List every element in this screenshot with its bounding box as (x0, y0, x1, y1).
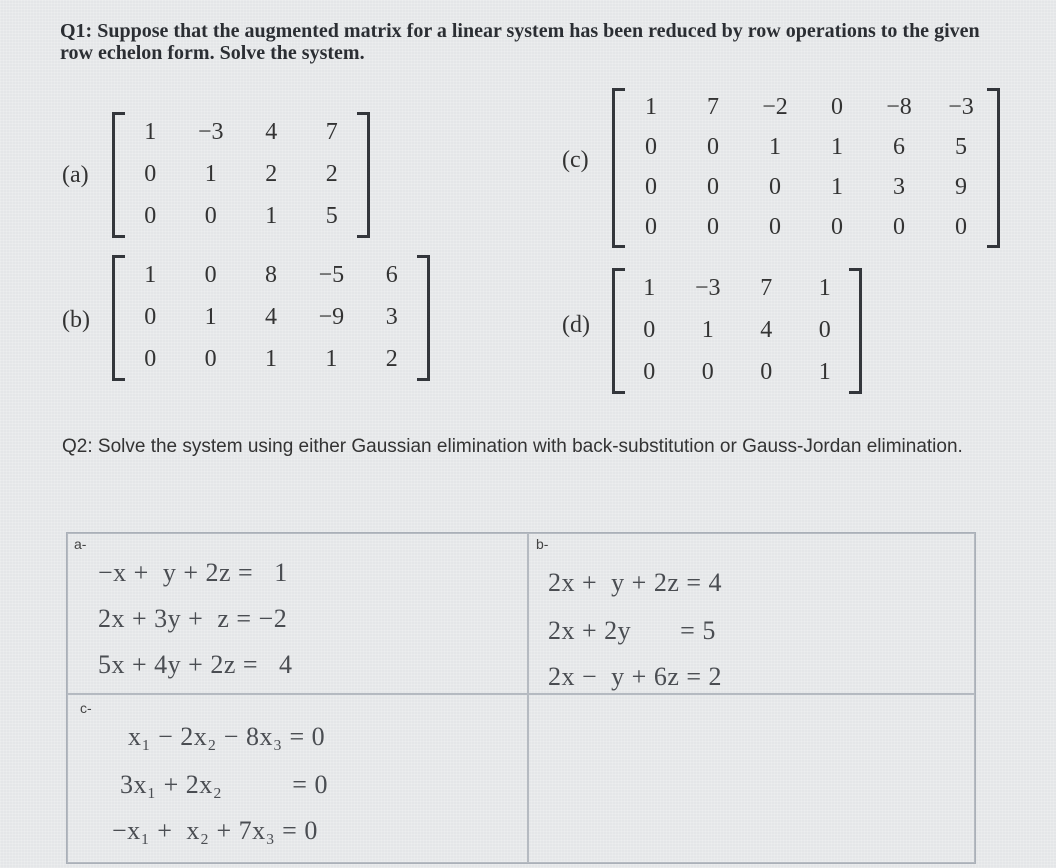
system-b-eq-2: 2x + 2y = 5 (548, 616, 716, 645)
matrix-a-cell: 2 (265, 161, 278, 187)
matrix-a-label: (a) (62, 162, 89, 188)
matrix-d (612, 268, 862, 394)
matrix-a-cell: 2 (325, 161, 338, 187)
matrix-a-cell: 0 (144, 161, 157, 187)
matrix-c-cell: −8 (886, 94, 912, 120)
systems-table (66, 532, 976, 864)
matrix-b-cell: 1 (264, 346, 277, 372)
system-c-eq-2: 3x₁ + 2x₂ = 0 (120, 770, 328, 799)
system-a-eq-2: 2x + 3y + z = −2 (98, 604, 288, 633)
q1-line-1: Q1: Suppose that the augmented matrix for a linear system has been reduced by row operations to the given (60, 20, 980, 42)
matrix-c-cell: 1 (831, 174, 843, 200)
system-a-eq-3: 5x + 4y + 2z = 4 (98, 650, 293, 679)
matrix-b-cell: 0 (144, 304, 157, 330)
matrix-c-cell: 0 (645, 134, 657, 160)
matrix-d-cell: 0 (701, 359, 714, 385)
matrix-b-label: (b) (62, 307, 90, 333)
matrix-c-cell: 1 (769, 134, 781, 160)
system-b-eq-1: 2x + y + 2z = 4 (548, 568, 723, 597)
q2-prompt: Q2: Solve the system using either Gaussian elimination with back-substitution or Gauss-Jordan elimination. (62, 436, 963, 457)
matrix-a-cell: 4 (265, 119, 278, 145)
matrix-b (112, 255, 430, 381)
matrix-a-cell: 1 (265, 203, 278, 229)
matrix-d-cell: −3 (694, 275, 721, 301)
matrix-c-cell: 0 (769, 214, 781, 240)
matrix-d-cell: 4 (760, 317, 773, 343)
matrix-c-cell: 0 (707, 174, 719, 200)
matrix-d-cell: 1 (818, 359, 831, 385)
matrix-b-cell: −9 (318, 304, 345, 330)
system-c-eq-3: −x₁ + x₂ + 7x₃ = 0 (112, 816, 318, 845)
matrix-d-cell: 0 (643, 359, 656, 385)
matrix-a-cell: 0 (204, 203, 217, 229)
system-a-tag: a- (74, 536, 87, 552)
matrix-c-cell: 1 (831, 134, 843, 160)
matrix-c-cell: 0 (707, 214, 719, 240)
system-b-eq-3: 2x − y + 6z = 2 (548, 662, 723, 691)
matrix-d-cell: 1 (643, 275, 656, 301)
q1-line-2: row echelon form. Solve the system. (60, 42, 365, 64)
matrix-c-cell: −3 (948, 94, 974, 120)
matrix-c-cell: 9 (955, 174, 967, 200)
matrix-b-cell: 4 (264, 304, 277, 330)
matrix-a-cell: 7 (325, 119, 338, 145)
matrix-b-cell: 6 (385, 262, 398, 288)
matrix-c-cell: 0 (769, 174, 781, 200)
matrix-d-cell: 0 (760, 359, 773, 385)
system-b-cell (527, 533, 975, 695)
q1-prompt (60, 20, 1050, 64)
system-c-cell (67, 693, 529, 863)
matrix-b-cell: 3 (385, 304, 398, 330)
matrix-c-cell: 0 (645, 174, 657, 200)
matrix-d-cell: 0 (818, 317, 831, 343)
matrix-b-cell: 0 (204, 346, 217, 372)
matrix-c-cell: 7 (707, 94, 719, 120)
system-b-tag: b- (536, 536, 549, 552)
matrix-b-cell: 8 (264, 262, 277, 288)
matrix-c-cell: 0 (893, 214, 905, 240)
matrix-b-cell: 1 (144, 262, 157, 288)
system-a-eq-1: −x + y + 2z = 1 (98, 558, 288, 587)
matrix-a-cell: 1 (144, 119, 157, 145)
matrix-b-cell: −5 (318, 262, 345, 288)
matrix-c-cell: 3 (893, 174, 905, 200)
matrix-d-label: (d) (562, 312, 590, 338)
matrix-b-cell: 1 (204, 304, 217, 330)
matrix-c-cell: 0 (955, 214, 967, 240)
matrix-c-label: (c) (562, 147, 589, 173)
matrix-c-cell: 0 (645, 214, 657, 240)
matrix-c-cell: 0 (831, 94, 843, 120)
empty-cell (527, 693, 975, 863)
system-a-cell (67, 533, 529, 695)
matrix-c-cell: 6 (893, 134, 905, 160)
matrix-a-cell: 5 (325, 203, 338, 229)
matrix-d-cell: 0 (643, 317, 656, 343)
matrix-c (612, 88, 1000, 248)
matrix-d-cell: 1 (818, 275, 831, 301)
system-c-tag: c- (80, 700, 92, 716)
matrix-d-cell: 7 (760, 275, 773, 301)
matrix-c-cell: 5 (955, 134, 967, 160)
matrix-c-cell: 0 (707, 134, 719, 160)
matrix-a-cell: 1 (204, 161, 217, 187)
matrix-b-cell: 2 (385, 346, 398, 372)
matrix-c-cell: −2 (762, 94, 788, 120)
matrix-d-cell: 1 (701, 317, 714, 343)
matrix-c-cell: 1 (645, 94, 657, 120)
system-c-eq-1: x₁ − 2x₂ − 8x₃ = 0 (128, 722, 326, 751)
matrix-b-cell: 0 (204, 262, 217, 288)
matrix-b-cell: 1 (325, 346, 338, 372)
matrix-a-cell: −3 (197, 119, 224, 145)
matrix-a-cell: 0 (144, 203, 157, 229)
matrix-a (112, 112, 370, 238)
matrix-c-cell: 0 (831, 214, 843, 240)
matrix-b-cell: 0 (144, 346, 157, 372)
